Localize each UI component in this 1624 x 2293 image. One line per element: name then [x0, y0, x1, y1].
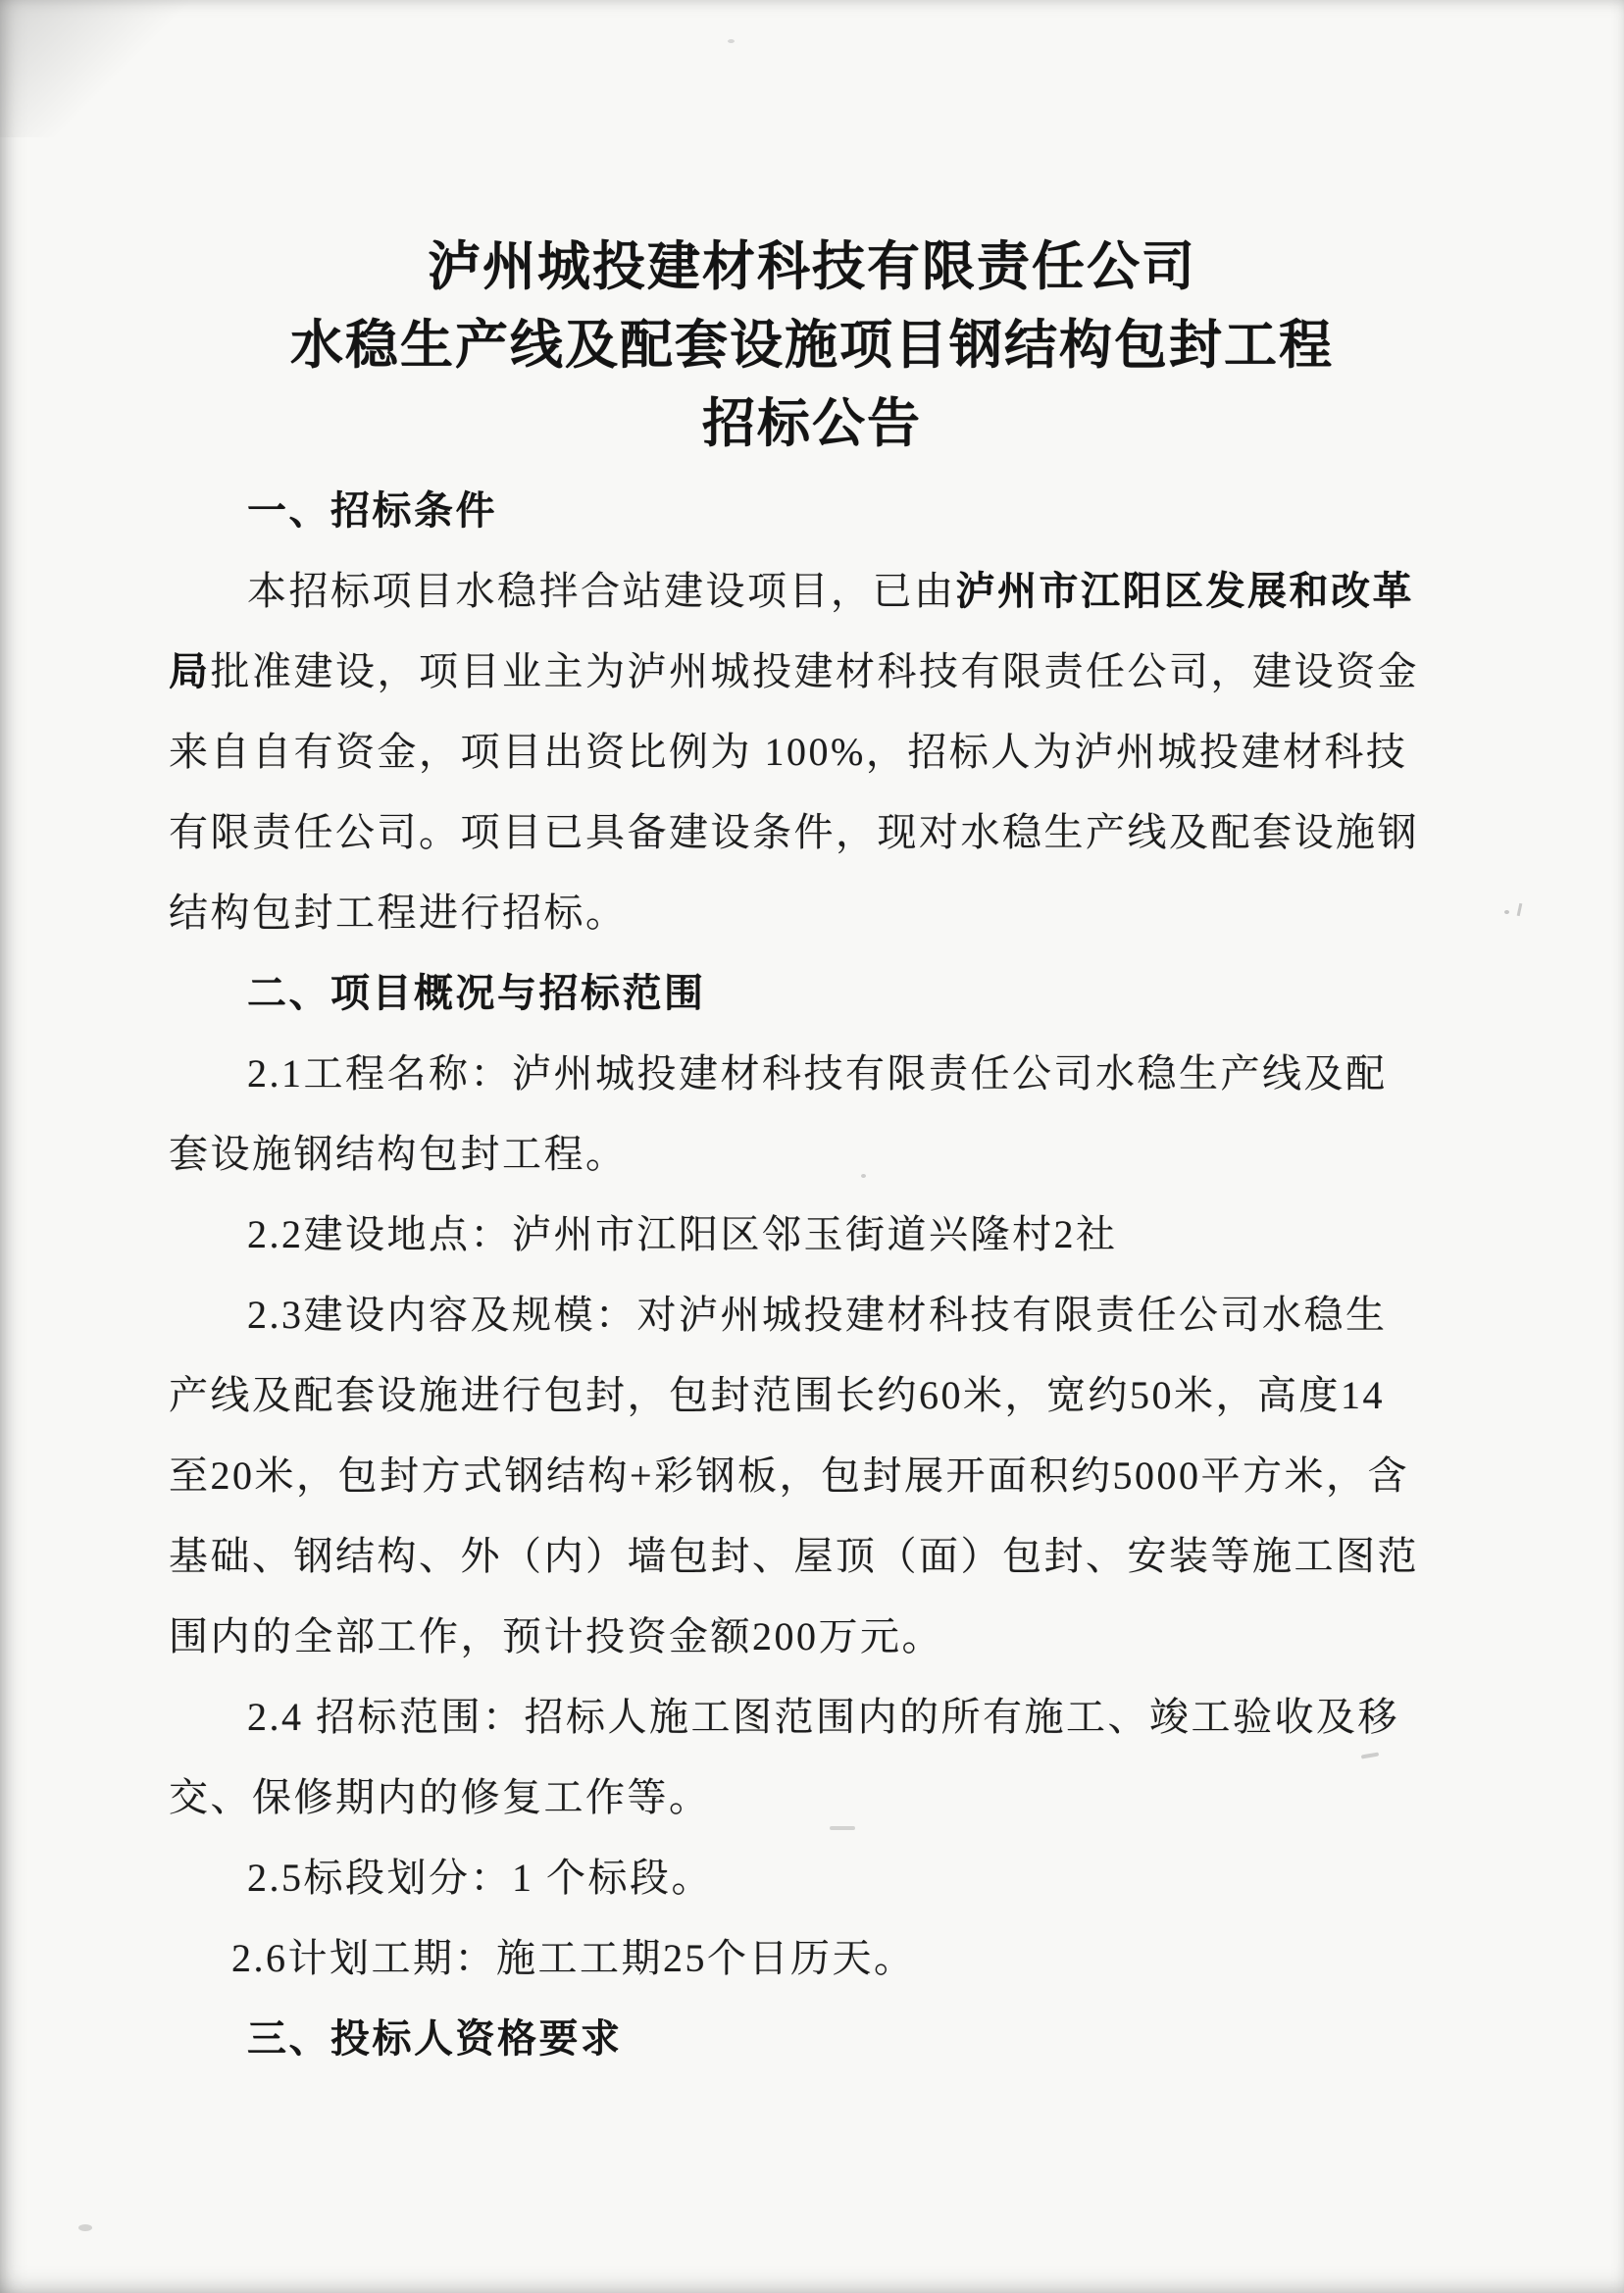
para-1-line-5: 结构包封工程进行招标。	[169, 891, 628, 935]
document-body	[0, 463, 1624, 2079]
para-1-line-1	[169, 551, 1477, 632]
item-2-6-line-1: 2.6计划工期：施工工期25个日历天。	[231, 1936, 916, 1980]
para-1-line-1-bold-text: 泸州市江阳区发展和改革	[955, 569, 1414, 613]
section-2-heading: 二、项目概况与招标范围	[247, 971, 706, 1015]
para-1-line-2-bold-text: 局	[169, 649, 211, 693]
item-2-3-line-5: 围内的全部工作，预计投资金额200万元。	[169, 1614, 943, 1658]
para-1-line-2	[169, 632, 1477, 712]
item-2-3-line-3: 至20米，包封方式钢结构+彩钢板，包封展开面积约5000平方米，含	[169, 1453, 1410, 1498]
para-1-line-2-text: 批准建设，项目业主为泸州城投建材科技有限责任公司，建设资金	[210, 649, 1419, 693]
item-2-2-line-1: 2.2建设地点：泸州市江阳区邻玉街道兴隆村2社	[247, 1212, 1118, 1256]
para-1-line-1-text: 本招标项目水稳拌合站建设项目，已由	[247, 569, 956, 613]
document-title-block	[0, 0, 1624, 463]
doc-title-line-1: 泸州城投建材科技有限责任公司	[428, 237, 1196, 296]
item-2-3-line-2: 产线及配套设施进行包封，包封范围长约60米，宽约50米，高度14	[169, 1373, 1385, 1417]
item-2-4-line-2: 交、保修期内的修复工作等。	[169, 1775, 711, 1819]
section-3-heading: 三、投标人资格要求	[247, 2016, 623, 2061]
section-1-heading: 一、招标条件	[247, 488, 497, 533]
item-2-4-line-1: 2.4 招标范围：招标人施工图范围内的所有施工、竣工验收及移	[247, 1695, 1399, 1739]
scan-artifact-smudge	[78, 2224, 92, 2231]
para-1-line-3: 来自自有资金，项目出资比例为 100%，招标人为泸州城投建材科技	[169, 730, 1408, 774]
doc-title-line-2: 水稳生产线及配套设施项目钢结构包封工程	[290, 316, 1334, 375]
item-2-3-line-4: 基础、钢结构、外（内）墙包封、屋顶（面）包封、安装等施工图范	[169, 1534, 1419, 1578]
item-2-3-line-1: 2.3建设内容及规模：对泸州城投建材科技有限责任公司水稳生	[247, 1293, 1388, 1337]
item-2-1-line-2: 套设施钢结构包封工程。	[169, 1132, 628, 1176]
doc-title-line-3: 招标公告	[702, 394, 922, 453]
item-2-5-line-1: 2.5标段划分：1 个标段。	[247, 1856, 713, 1900]
item-2-1-line-1: 2.1工程名称：泸州城投建材科技有限责任公司水稳生产线及配	[247, 1051, 1388, 1096]
para-1-line-4: 有限责任公司。项目已具备建设条件，现对水稳生产线及配套设施钢	[169, 810, 1419, 854]
